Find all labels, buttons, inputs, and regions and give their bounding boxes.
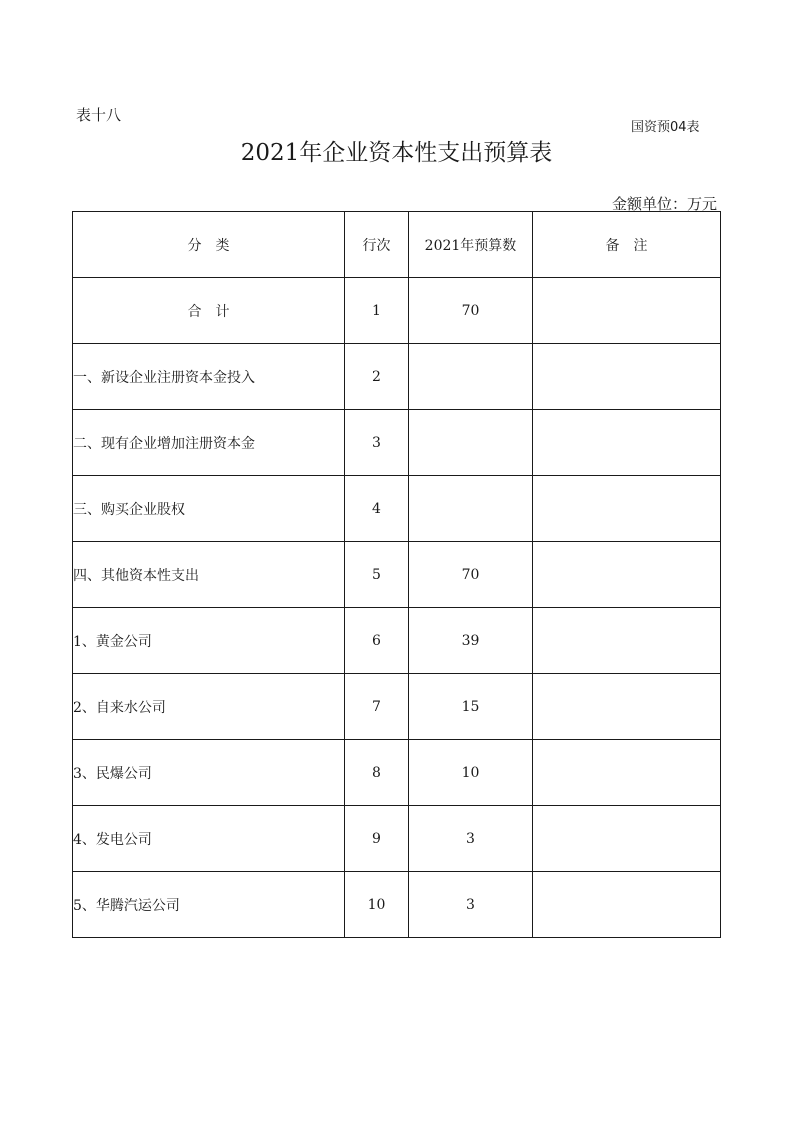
row-note	[533, 278, 721, 344]
row-line: 10	[345, 872, 409, 938]
row-note	[533, 806, 721, 872]
row-note	[533, 344, 721, 410]
row-note	[533, 410, 721, 476]
table-label: 表十八	[76, 106, 122, 124]
row-note	[533, 476, 721, 542]
form-code: 国资预04表	[631, 120, 700, 135]
page-title: 2021年企业资本性支出预算表	[240, 140, 553, 166]
row-category: 3、民爆公司	[73, 740, 345, 806]
row-amount: 70	[409, 542, 533, 608]
row-category: 2、自来水公司	[73, 674, 345, 740]
row-line: 5	[345, 542, 409, 608]
row-note	[533, 608, 721, 674]
row-line: 7	[345, 674, 409, 740]
row-amount: 10	[409, 740, 533, 806]
row-amount: 39	[409, 608, 533, 674]
row-amount	[409, 410, 533, 476]
table-row	[73, 410, 721, 476]
row-category: 一、新设企业注册资本金投入	[73, 344, 345, 410]
row-amount	[409, 344, 533, 410]
column-header-note: 备 注	[533, 212, 721, 278]
row-note	[533, 674, 721, 740]
unit-label: 金额单位：万元	[611, 195, 717, 213]
table-row	[73, 542, 721, 608]
row-category: 5、华腾汽运公司	[73, 872, 345, 938]
table-row	[73, 476, 721, 542]
row-amount: 15	[409, 674, 533, 740]
row-line: 1	[345, 278, 409, 344]
table-row	[73, 872, 721, 938]
row-amount: 3	[409, 872, 533, 938]
row-category: 4、发电公司	[73, 806, 345, 872]
row-line: 6	[345, 608, 409, 674]
row-amount	[409, 476, 533, 542]
table-row-total	[73, 278, 721, 344]
column-header-category: 分 类	[73, 212, 345, 278]
table-header-row	[73, 212, 721, 278]
row-amount: 3	[409, 806, 533, 872]
row-category: 1、黄金公司	[73, 608, 345, 674]
row-amount: 70	[409, 278, 533, 344]
budget-table	[72, 211, 721, 938]
row-line: 3	[345, 410, 409, 476]
row-line: 8	[345, 740, 409, 806]
table-row	[73, 674, 721, 740]
column-header-line: 行次	[345, 212, 409, 278]
row-category: 合 计	[73, 278, 345, 344]
table-row	[73, 344, 721, 410]
row-note	[533, 740, 721, 806]
table-row	[73, 608, 721, 674]
row-category: 三、购买企业股权	[73, 476, 345, 542]
row-category: 四、其他资本性支出	[73, 542, 345, 608]
row-line: 4	[345, 476, 409, 542]
table-row	[73, 806, 721, 872]
row-line: 2	[345, 344, 409, 410]
row-note	[533, 542, 721, 608]
row-category: 二、现有企业增加注册资本金	[73, 410, 345, 476]
table-row	[73, 740, 721, 806]
column-header-amount: 2021年预算数	[409, 212, 533, 278]
row-note	[533, 872, 721, 938]
row-line: 9	[345, 806, 409, 872]
